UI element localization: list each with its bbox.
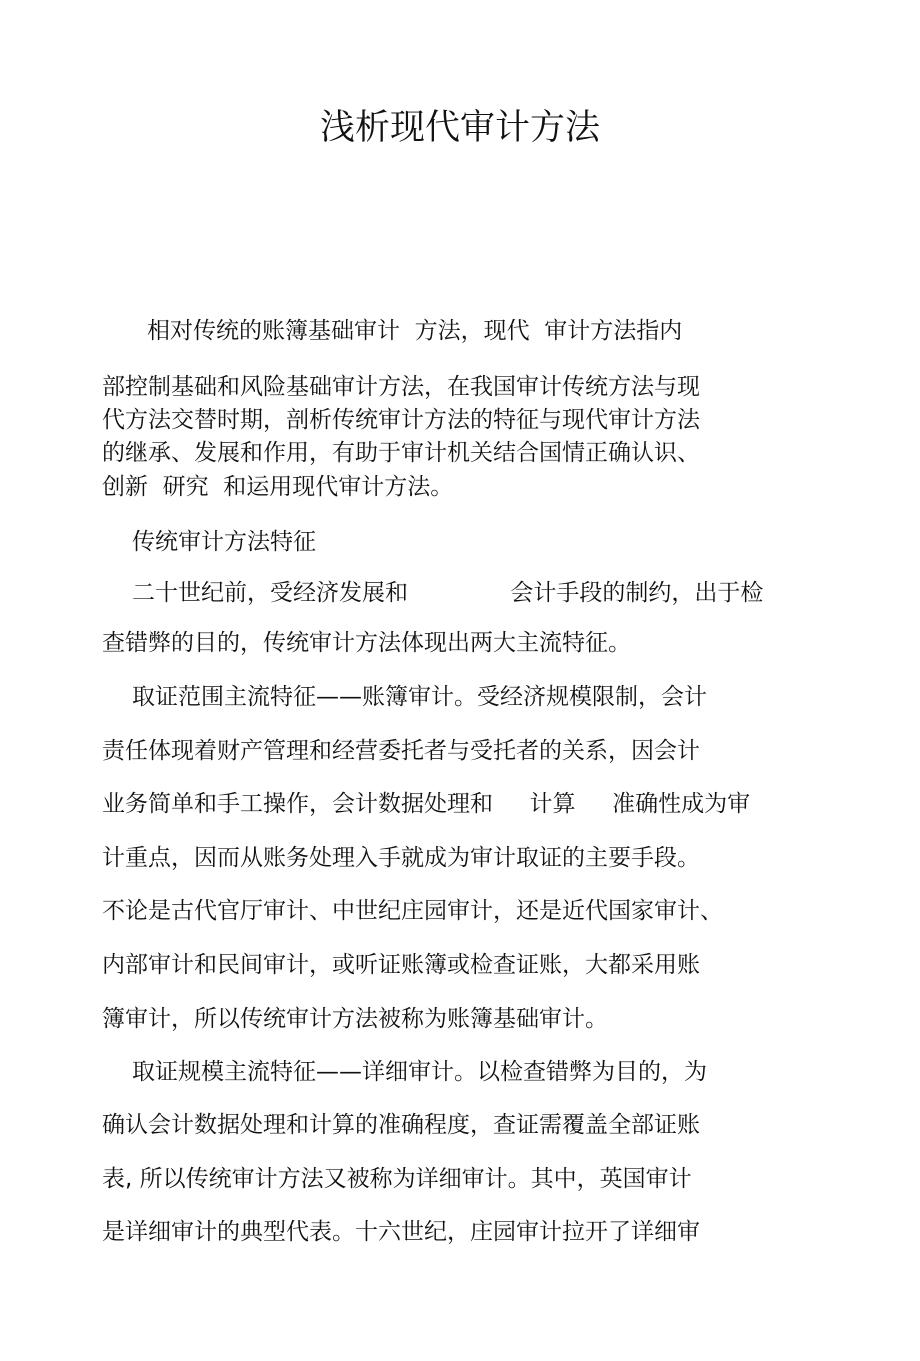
paragraph-line: 取证范围主流特征——账簿审计。受经济规模限制，会计 [132,684,707,710]
paragraph-line: 代方法交替时期，剖析传统审计方法的特征与现代审计方法 [102,407,700,433]
paragraph-line: 内部审计和民间审计，或听证账簿或检查证账，大都采用账 [102,952,700,978]
paragraph-line: 责任体现着财产管理和经营委托者与受托者的关系，因会计 [102,738,700,764]
paragraph-line: 相对传统的账簿基础审计 方法，现代 审计方法指内 [147,318,683,344]
paragraph-line: 簿审计，所以传统审计方法被称为账簿基础审计。 [102,1006,608,1032]
paragraph-line: 的继承、发展和作用，有助于审计机关结合国情正确认识、 [102,440,700,466]
paragraph-line: 二十世纪前，受经济发展和 会计手段的制约，出于检 [132,580,764,606]
paragraph-line: 计重点，因而从账务处理入手就成为审计取证的主要手段。 [102,845,700,871]
paragraph-line: 查错弊的目的，传统审计方法体现出两大主流特征。 [102,630,631,656]
paragraph-line: 是详细审计的典型代表。十六世纪，庄园审计拉开了详细审 [102,1219,700,1245]
paragraph-line: 部控制基础和风险基础审计方法，在我国审计传统方法与现 [102,374,700,400]
section-heading: 传统审计方法特征 [132,529,316,555]
paragraph-line: 表, 所以传统审计方法又被称为详细审计。其中，英国审计 [102,1166,692,1192]
document-title: 浅析现代审计方法 [319,108,600,148]
paragraph-line: 不论是古代官厅审计、中世纪庄园审计，还是近代国家审计、 [102,898,723,924]
paragraph-line: 业务简单和手工操作，会计数据处理和 计算 准确性成为审 [102,791,751,817]
paragraph-line: 创新 研究 和运用现代审计方法。 [102,474,454,500]
paragraph-line: 确认会计数据处理和计算的准确程度，查证需覆盖全部证账 [102,1112,700,1138]
paragraph-line: 取证规模主流特征——详细审计。以检查错弊为目的，为 [132,1059,707,1085]
